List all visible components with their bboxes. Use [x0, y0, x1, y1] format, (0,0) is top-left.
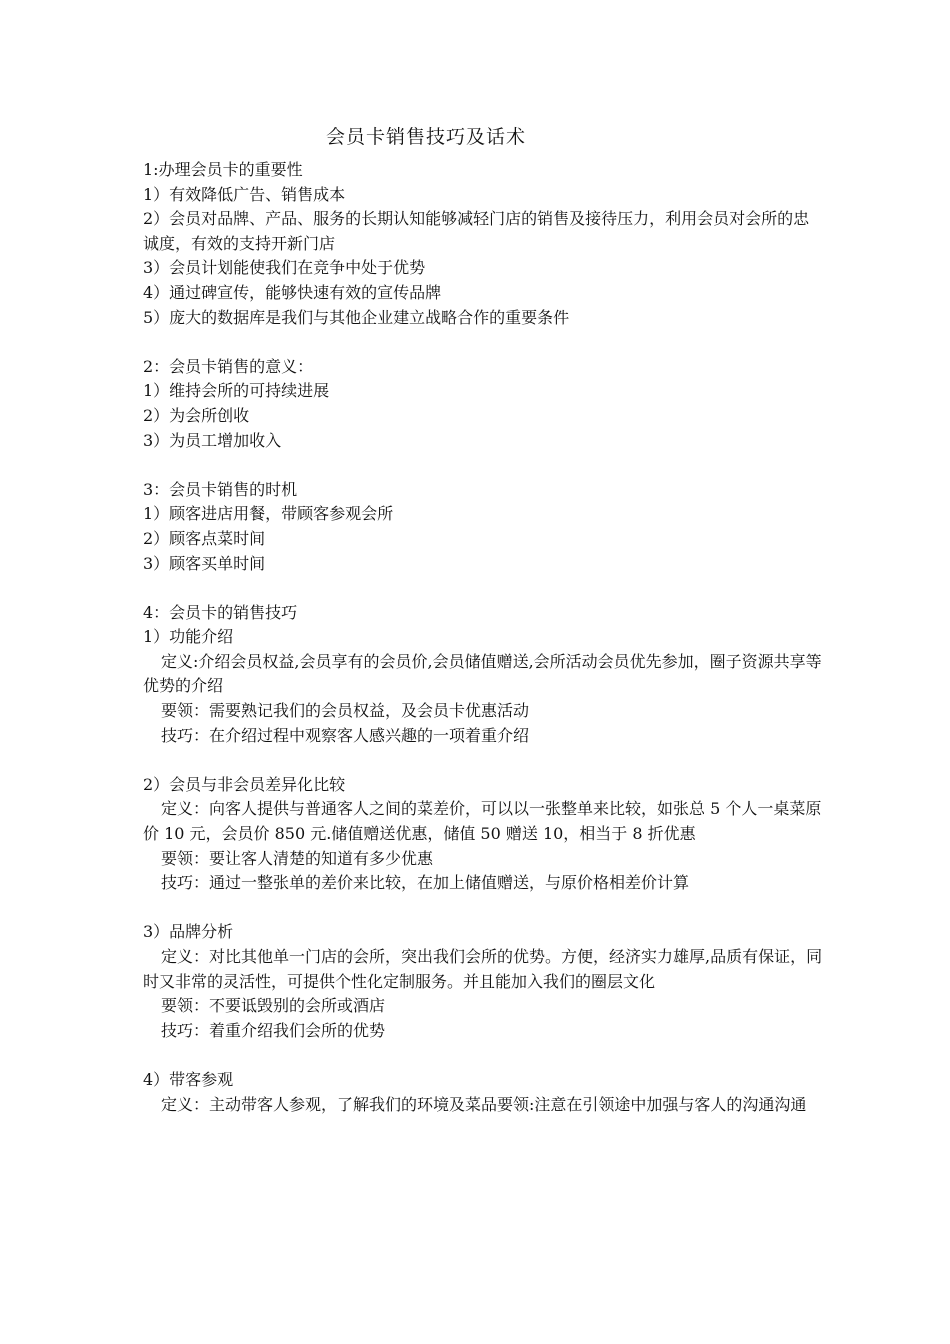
list-item: 5）庞大的数据库是我们与其他企业建立战略合作的重要条件: [143, 307, 570, 327]
list-item: 2）会员对品牌、产品、服务的长期认知能够减轻门店的销售及接待压力，利用会员对会所的忠诚度，有效的支持开新门店: [143, 209, 810, 253]
key-point-text: 要领：需要熟记我们的会员权益，及会员卡优惠活动: [161, 701, 530, 721]
subsection-heading: 2）会员与非会员差异化比较: [143, 774, 346, 794]
tip-text: 技巧：通过一整张单的差价来比较，在加上储值赠送，与原价格相差价计算: [161, 873, 690, 893]
section-timing: [143, 478, 823, 576]
tip-text: 技巧：着重介绍我们会所的优势: [161, 1020, 386, 1040]
subsection-heading: 3）品牌分析: [143, 922, 234, 942]
section-techniques: [143, 601, 823, 1117]
subsection-heading: 4）带客参观: [143, 1069, 234, 1089]
spacer: [143, 896, 823, 921]
key-point-text: 要领：不要诋毁别的会所或酒店: [161, 996, 386, 1016]
definition-text: 定义：对比其他单一门店的会所，突出我们会所的优势。方便，经济实力雄厚,品质有保证，同时又非常的灵活性，可提供个性化定制服务。并且能加入我们的圈层文化: [143, 947, 823, 991]
definition-text: 定义：主动带客人参观，了解我们的环境及菜品要领:注意在引领途中加强与客人的沟通沟通: [161, 1094, 807, 1114]
section-heading: 1:办理会员卡的重要性: [143, 160, 303, 179]
list-item: 4）通过碑宣传，能够快速有效的宣传品牌: [143, 282, 442, 302]
list-item: 2）顾客点菜时间: [143, 528, 266, 548]
page-title: 会员卡销售技巧及话术: [326, 126, 527, 148]
list-item: 1）维持会所的可持续进展: [143, 381, 330, 401]
section-heading: 2：会员卡销售的意义：: [143, 356, 314, 376]
technique-comparison: [143, 773, 823, 896]
list-item: 1）有效降低广告、销售成本: [143, 184, 346, 204]
technique-function-intro: [143, 625, 823, 748]
section-importance: [143, 158, 823, 330]
spacer: [143, 453, 823, 478]
section-meaning: [143, 355, 823, 453]
spacer: [143, 748, 823, 773]
key-point-text: 要领：要让客人清楚的知道有多少优惠: [161, 848, 434, 868]
subsection-heading: 1）功能介绍: [143, 627, 234, 647]
list-item: 3）顾客买单时间: [143, 553, 266, 573]
list-item: 2）为会所创收: [143, 405, 250, 425]
tip-text: 技巧：在介绍过程中观察客人感兴趣的一项着重介绍: [161, 725, 530, 745]
list-item: 3）为员工增加收入: [143, 430, 282, 450]
section-heading: 3：会员卡销售的时机: [143, 479, 298, 499]
definition-text: 定义：向客人提供与普通客人之间的菜差价，可以以一张整单来比较，如张总 5 个人一桌菜原价 10 元，会员价 850 元.储值赠送优惠，储值 50 赠送 10，相当于 8 折优惠: [143, 799, 822, 844]
spacer: [143, 1043, 823, 1068]
section-heading: 4：会员卡的销售技巧: [143, 602, 298, 622]
spacer: [143, 330, 823, 355]
list-item: 1）顾客进店用餐，带顾客参观会所: [143, 504, 394, 524]
technique-brand-analysis: [143, 920, 823, 1043]
technique-guided-tour: [143, 1068, 823, 1117]
document-body: [143, 122, 823, 1117]
definition-text: 定义:介绍会员权益,会员享有的会员价,会员储值赠送,会所活动会员优先参加，圈子资源共享等优势的介绍: [143, 651, 822, 696]
list-item: 3）会员计划能使我们在竞争中处于优势: [143, 258, 426, 278]
spacer: [143, 576, 823, 601]
